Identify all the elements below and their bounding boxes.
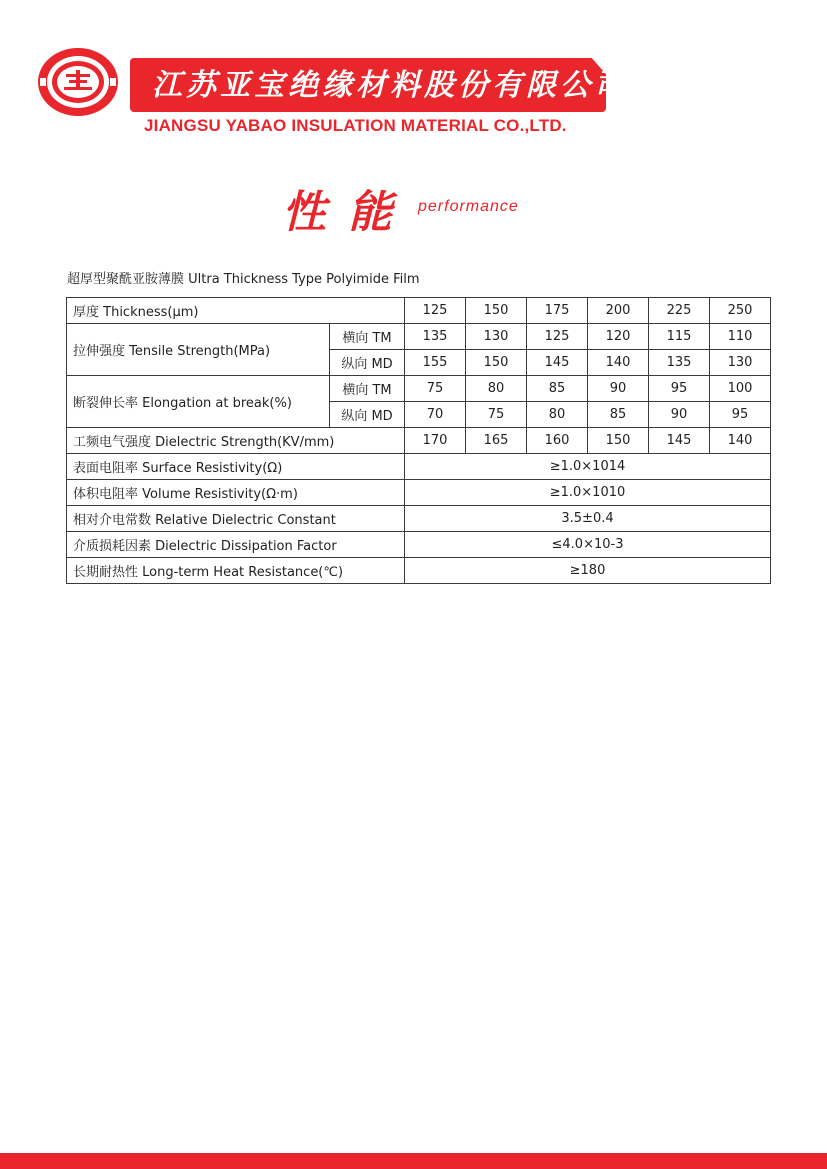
table-caption: 超厚型聚酰亚胺薄膜 Ultra Thickness Type Polyimide Film [67, 272, 420, 287]
tensile-tm-label: 横向 TM [330, 324, 405, 350]
tensile-md-value: 150 [466, 350, 527, 376]
tensile-md-label: 纵向 MD [330, 350, 405, 376]
thickness-label: 厚度 Thickness(μm) [67, 298, 405, 324]
table-row [67, 532, 771, 558]
table-row [67, 506, 771, 532]
table-row [67, 376, 771, 402]
dielectric-strength-value: 160 [527, 428, 588, 454]
elongation-tm-value: 95 [649, 376, 710, 402]
section-title-en: performance [418, 198, 519, 215]
table-row [67, 480, 771, 506]
dissipation-factor-value: ≤4.0×10-3 [405, 532, 771, 558]
surface-resistivity-label: 表面电阻率 Surface Resistivity(Ω) [67, 454, 405, 480]
elongation-md-value: 95 [710, 402, 771, 428]
thickness-value: 225 [649, 298, 710, 324]
elongation-tm-value: 85 [527, 376, 588, 402]
tensile-tm-value: 130 [466, 324, 527, 350]
elongation-md-value: 75 [466, 402, 527, 428]
surface-resistivity-value: ≥1.0×1014 [405, 454, 771, 480]
thickness-value: 125 [405, 298, 466, 324]
elongation-md-label: 纵向 MD [330, 402, 405, 428]
elongation-tm-value: 90 [588, 376, 649, 402]
company-logo [36, 46, 120, 118]
thickness-value: 150 [466, 298, 527, 324]
dielectric-strength-value: 145 [649, 428, 710, 454]
tensile-md-value: 155 [405, 350, 466, 376]
specification-table [66, 297, 771, 584]
table-row [67, 558, 771, 584]
elongation-md-value: 85 [588, 402, 649, 428]
elongation-tm-label: 横向 TM [330, 376, 405, 402]
table-row [67, 428, 771, 454]
dielectric-strength-value: 165 [466, 428, 527, 454]
dielectric-constant-label: 相对介电常数 Relative Dielectric Constant [67, 506, 405, 532]
elongation-md-value: 90 [649, 402, 710, 428]
company-name-cn: 江苏亚宝绝缘材料股份有限公司 [152, 68, 628, 103]
heat-resistance-value: ≥180 [405, 558, 771, 584]
dissipation-factor-label: 介质损耗因素 Dielectric Dissipation Factor [67, 532, 405, 558]
footer-bar [0, 1153, 827, 1169]
dielectric-strength-value: 170 [405, 428, 466, 454]
tensile-md-value: 140 [588, 350, 649, 376]
volume-resistivity-label: 体积电阻率 Volume Resistivity(Ω·m) [67, 480, 405, 506]
dielectric-strength-value: 150 [588, 428, 649, 454]
tensile-tm-value: 125 [527, 324, 588, 350]
tensile-md-value: 135 [649, 350, 710, 376]
thickness-value: 175 [527, 298, 588, 324]
table-row [67, 324, 771, 350]
elongation-tm-value: 80 [466, 376, 527, 402]
tensile-tm-value: 110 [710, 324, 771, 350]
tensile-tm-value: 120 [588, 324, 649, 350]
tensile-tm-value: 135 [405, 324, 466, 350]
tensile-tm-value: 115 [649, 324, 710, 350]
elongation-label: 断裂伸长率 Elongation at break(%) [67, 376, 330, 428]
elongation-md-value: 80 [527, 402, 588, 428]
company-name-en: JIANGSU YABAO INSULATION MATERIAL CO.,LTD. [144, 116, 567, 135]
elongation-md-value: 70 [405, 402, 466, 428]
tensile-label: 拉伸强度 Tensile Strength(MPa) [67, 324, 330, 376]
dielectric-constant-value: 3.5±0.4 [405, 506, 771, 532]
thickness-value: 250 [710, 298, 771, 324]
elongation-tm-value: 100 [710, 376, 771, 402]
table-row [67, 298, 771, 324]
dielectric-strength-value: 140 [710, 428, 771, 454]
table-row [67, 454, 771, 480]
elongation-tm-value: 75 [405, 376, 466, 402]
thickness-value: 200 [588, 298, 649, 324]
tensile-md-value: 130 [710, 350, 771, 376]
section-title-cn: 性能 [282, 187, 414, 238]
dielectric-strength-label: 工频电气强度 Dielectric Strength(KV/mm) [67, 428, 405, 454]
tensile-md-value: 145 [527, 350, 588, 376]
volume-resistivity-value: ≥1.0×1010 [405, 480, 771, 506]
heat-resistance-label: 长期耐热性 Long-term Heat Resistance(℃) [67, 558, 405, 584]
